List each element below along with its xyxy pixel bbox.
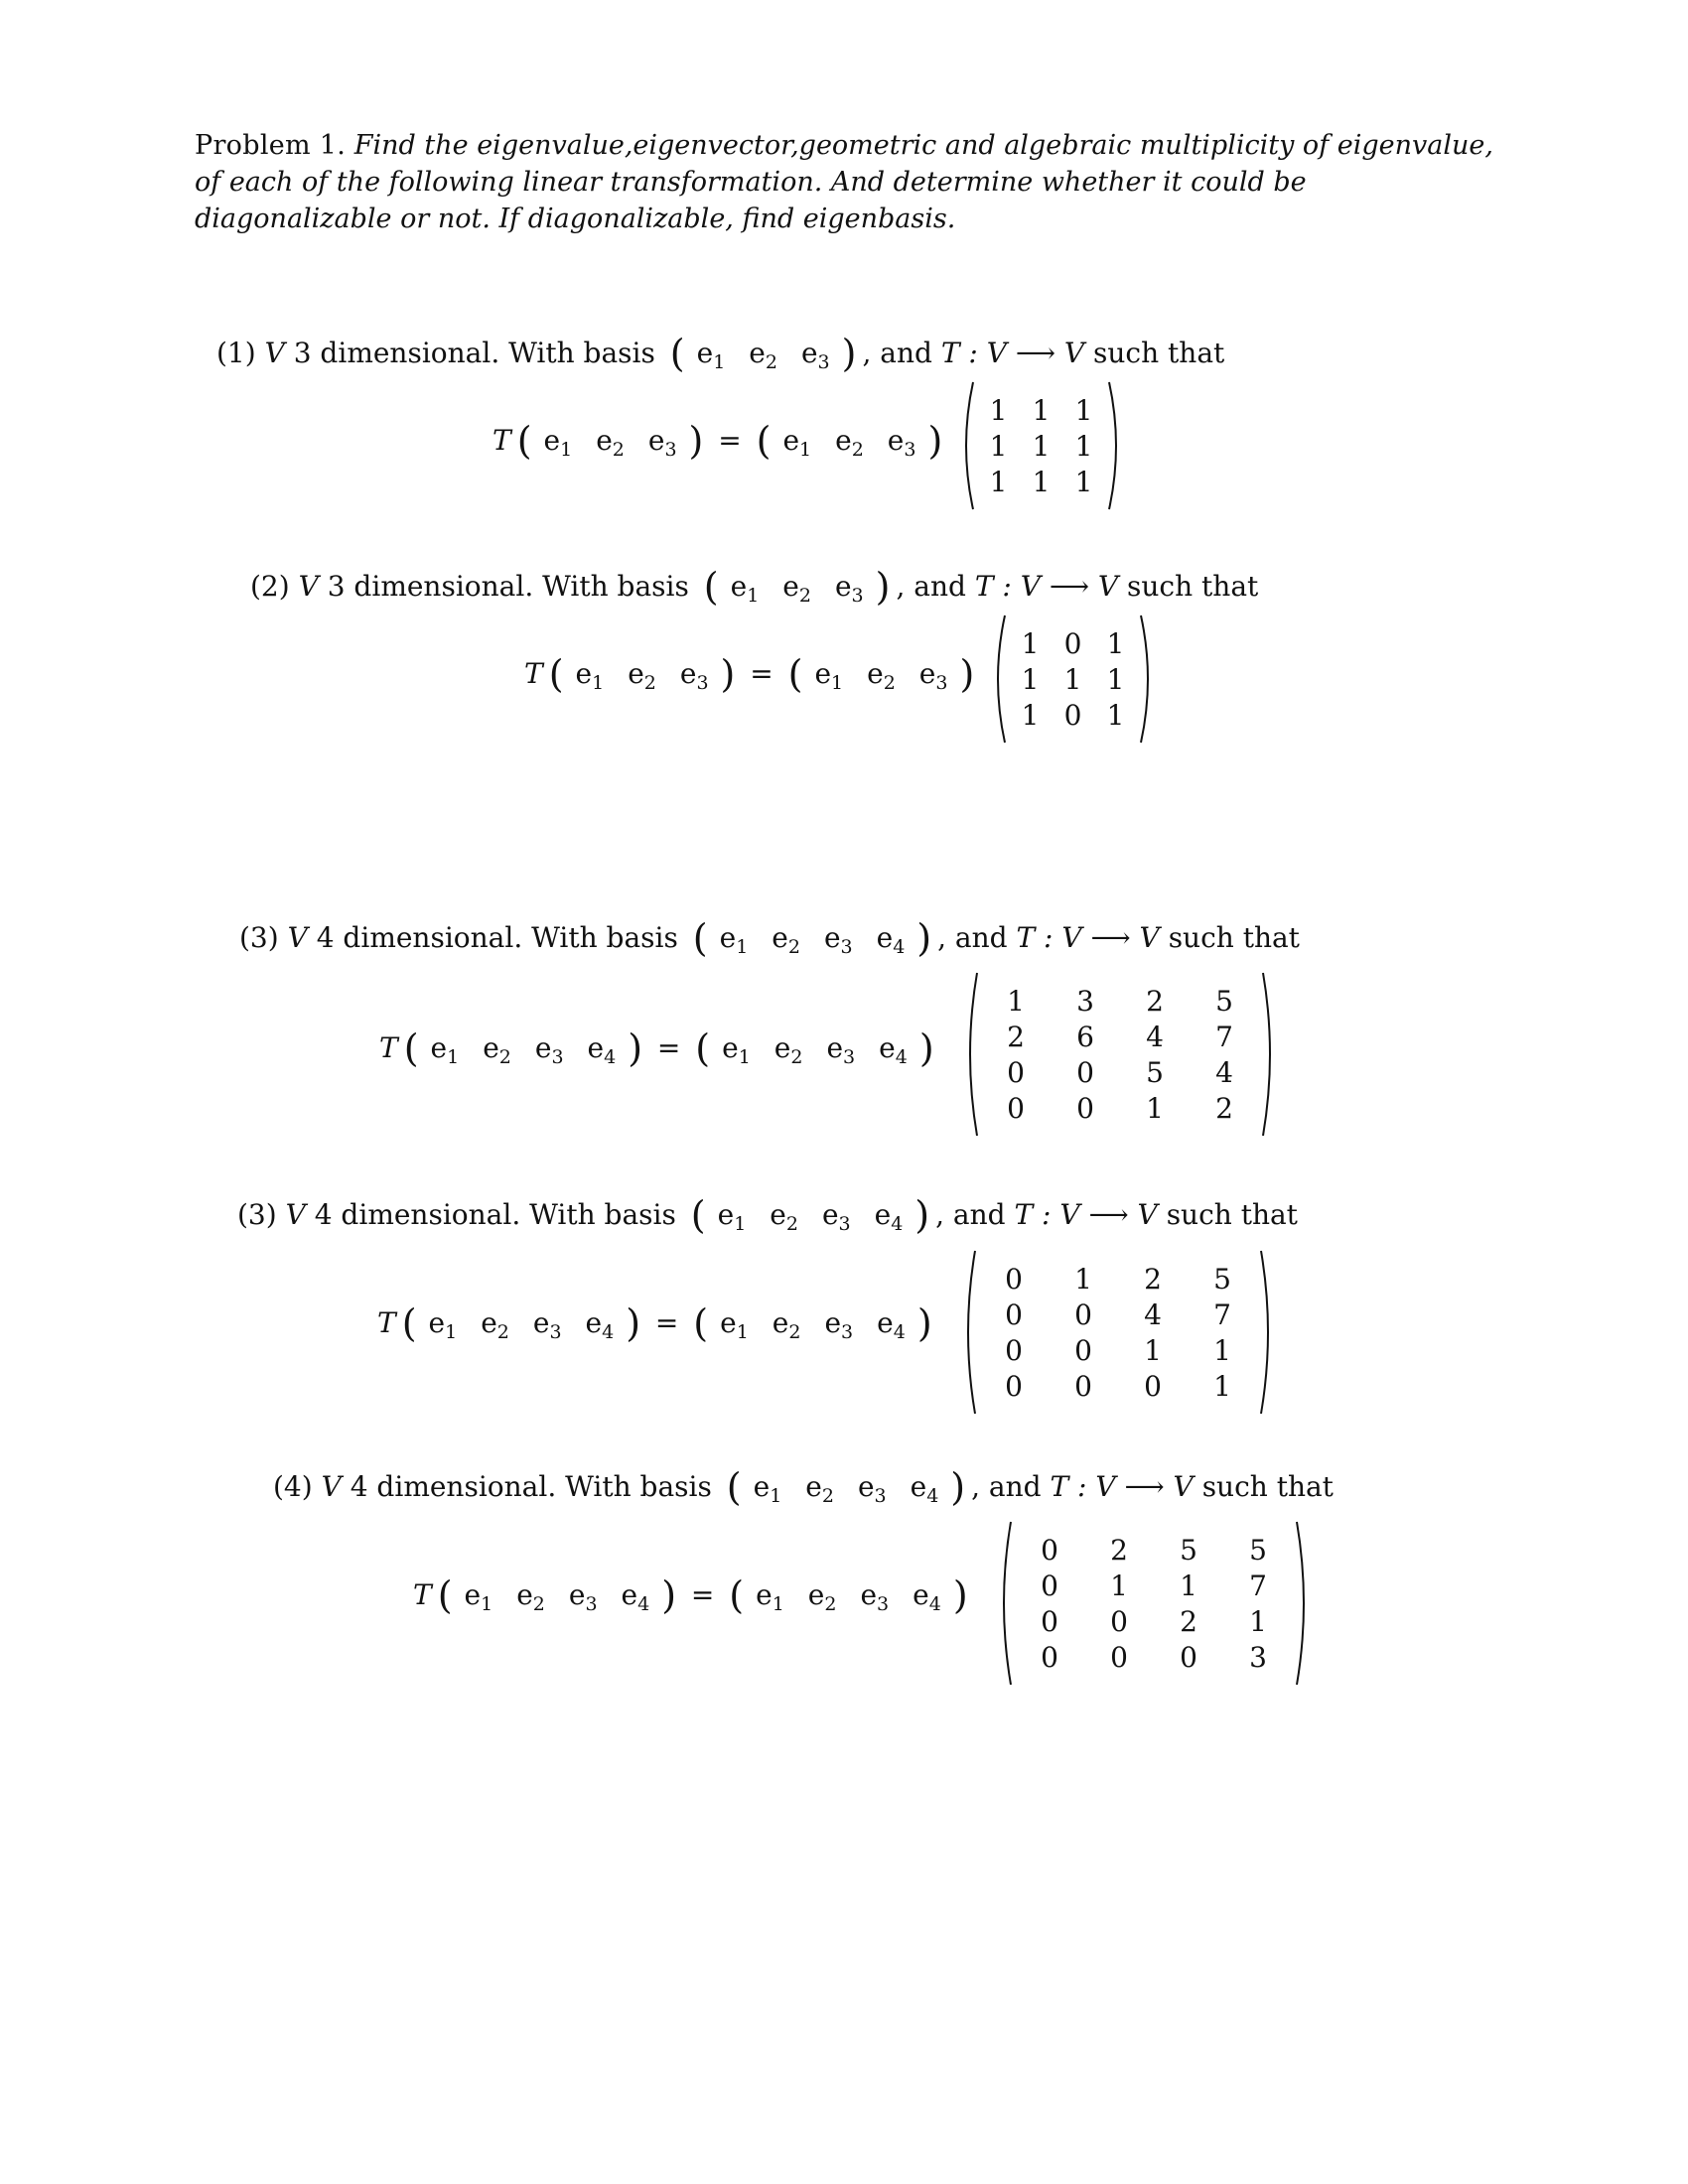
basis-vector: $e_4$ [585, 1306, 615, 1343]
basis-vector: $e_1$ [575, 657, 605, 694]
map-notation: T : V ⟶ V [1014, 1198, 1158, 1231]
matrix-cell: 2 [1146, 984, 1164, 1018]
right-paren: ) [918, 1026, 934, 1070]
matrix-cell: 1 [1021, 662, 1040, 696]
matrix-row [1015, 1603, 1293, 1639]
left-paren: ( [787, 652, 803, 696]
dimension-text: 4 dimensional. With basis [350, 1470, 712, 1503]
matrix-cell: 6 [1076, 1020, 1094, 1053]
matrix-entries [981, 983, 1259, 1126]
basis-vector: $e_2$ [628, 657, 656, 694]
transformation-matrix [995, 1522, 1313, 1685]
basis-tuple [703, 565, 891, 609]
matrix-cell: 1 [1074, 393, 1093, 427]
transformation-matrix [957, 382, 1125, 509]
right-paren: ) [841, 332, 857, 375]
basis-vector: $e_2$ [867, 657, 896, 694]
left-paren: ( [756, 419, 772, 463]
basis-vector: $e_4$ [913, 1578, 941, 1615]
basis-vector: $e_1$ [756, 1578, 784, 1615]
basis-vector: $e_4$ [621, 1578, 650, 1615]
right-paren: ) [720, 652, 736, 696]
matrix-cell: 0 [1110, 1640, 1128, 1674]
basis-vector: $e_4$ [587, 1031, 617, 1068]
and-text: , and [896, 570, 966, 603]
matrix-cell: 1 [1180, 1569, 1197, 1602]
matrix-cell: 0 [1180, 1640, 1197, 1674]
basis-vector: $e_2$ [596, 424, 625, 461]
basis-tuple [669, 332, 857, 375]
basis-vector: $e_3$ [647, 424, 677, 461]
matrix-cell: 1 [1106, 626, 1125, 660]
left-paren: ( [669, 332, 685, 375]
basis-tuple [692, 916, 932, 960]
matrix-cell: 7 [1213, 1297, 1231, 1331]
left-matrix-paren [1004, 1522, 1011, 1685]
matrix-row [1009, 625, 1137, 661]
left-paren: ( [693, 1301, 709, 1345]
matrix-cell: 7 [1215, 1020, 1233, 1053]
right-paren: ) [688, 419, 704, 463]
matrix-cell: 1 [1110, 1569, 1128, 1602]
matrix-cell: 1 [1144, 1333, 1162, 1367]
basis-vector: $e_2$ [483, 1031, 511, 1068]
operator-T: T [413, 1578, 432, 1611]
matrix-row [979, 1261, 1257, 1297]
basis-vector: $e_2$ [807, 1578, 837, 1615]
basis-vector: $e_2$ [774, 1031, 803, 1068]
matrix-cell: 0 [1074, 1333, 1092, 1367]
basis-vector: $e_1$ [464, 1578, 493, 1615]
problem-text: Find the eigenvalue,eigenvector,geometric and algebraic multiplicity of eigenvalue, of each of the following linear transformation. And determine whether it could be diagonalizable or not. If diagonalizable, find eigenbasis. [195, 130, 1493, 234]
operator-T: T [377, 1306, 396, 1339]
right-paren: ) [916, 1301, 932, 1345]
left-matrix-paren [998, 615, 1005, 743]
left-paren: ( [726, 1465, 742, 1509]
matrix-cell: 1 [1213, 1369, 1231, 1403]
matrix-cell: 4 [1144, 1297, 1162, 1331]
basis-vector: $e_3$ [857, 1470, 887, 1507]
basis-vector: $e_3$ [823, 921, 853, 958]
basis-vector: $e_3$ [834, 570, 864, 607]
left-paren: ( [401, 1301, 417, 1345]
matrix-cell: 5 [1215, 984, 1233, 1018]
matrix-cell: 0 [1005, 1369, 1023, 1403]
basis-vector: $e_2$ [772, 1306, 801, 1343]
right-matrix-paren [1141, 615, 1148, 743]
left-paren: ( [437, 1573, 453, 1617]
lhs-basis-tuple [403, 1026, 643, 1070]
matrix-cell: 3 [1249, 1640, 1267, 1674]
lhs-basis-tuple [437, 1573, 677, 1617]
transformation-equation [492, 417, 948, 464]
basis-vector: $e_1$ [730, 570, 760, 607]
transformation-equation [377, 1299, 938, 1346]
left-paren: ( [403, 1026, 419, 1070]
part-number: (4) [273, 1470, 313, 1503]
right-matrix-paren [1261, 1251, 1268, 1414]
transformation-equation [413, 1571, 974, 1618]
matrix-row [977, 392, 1105, 428]
basis-vector: $e_4$ [876, 921, 906, 958]
dimension-text: 4 dimensional. With basis [314, 1198, 676, 1231]
basis-vector: $e_4$ [879, 1031, 908, 1068]
rhs-basis-tuple [787, 652, 975, 696]
matrix-row [981, 983, 1259, 1019]
equals-sign: = [648, 1031, 690, 1064]
basis-vector: $e_3$ [534, 1031, 564, 1068]
matrix-cell: 0 [1110, 1604, 1128, 1638]
such-that-text: such that [1201, 1470, 1334, 1503]
left-paren: ( [516, 419, 532, 463]
space-symbol: V [287, 921, 308, 954]
and-text: , and [971, 1470, 1042, 1503]
matrix-entries [977, 392, 1105, 499]
basis-tuple [690, 1193, 930, 1237]
part-number: (2) [250, 570, 290, 603]
matrix-row [1009, 697, 1137, 733]
basis-vector: $e_3$ [568, 1578, 598, 1615]
matrix-cell: 0 [1144, 1369, 1162, 1403]
basis-vector: $e_2$ [516, 1578, 545, 1615]
left-matrix-paren [966, 382, 973, 509]
matrix-cell: 1 [1106, 698, 1125, 732]
transformation-matrix [961, 973, 1279, 1136]
matrix-row [1015, 1532, 1293, 1568]
matrix-cell: 0 [1041, 1569, 1058, 1602]
map-notation: T : V ⟶ V [940, 337, 1085, 369]
basis-vector: $e_3$ [679, 657, 709, 694]
such-that-text: such that [1166, 1198, 1298, 1231]
left-paren: ( [729, 1573, 745, 1617]
rhs-basis-tuple [756, 419, 943, 463]
dimension-text: 4 dimensional. With basis [316, 921, 678, 954]
matrix-row [1009, 661, 1137, 697]
rhs-basis-tuple [729, 1573, 968, 1617]
matrix-cell: 0 [1074, 1369, 1092, 1403]
lhs-basis-tuple [548, 652, 736, 696]
matrix-cell: 1 [1032, 393, 1051, 427]
left-matrix-paren [970, 973, 977, 1136]
basis-vector: $e_1$ [543, 424, 573, 461]
matrix-cell: 5 [1180, 1533, 1197, 1567]
part-number: (1) [216, 337, 256, 369]
left-paren: ( [548, 652, 564, 696]
part-number: (3) [237, 1198, 277, 1231]
right-paren: ) [628, 1026, 643, 1070]
basis-vector: $e_1$ [696, 337, 726, 373]
such-that-text: such that [1127, 570, 1259, 603]
right-matrix-paren [1263, 973, 1270, 1136]
basis-vector: $e_2$ [481, 1306, 509, 1343]
basis-vector: $e_3$ [821, 1198, 851, 1235]
right-paren: ) [950, 1465, 966, 1509]
matrix-cell: 0 [1041, 1604, 1058, 1638]
matrix-cell: 0 [1007, 1055, 1025, 1089]
matrix-cell: 2 [1215, 1091, 1233, 1125]
basis-vector: $e_1$ [717, 1198, 747, 1235]
right-paren: ) [916, 916, 932, 960]
transformation-matrix [989, 615, 1157, 743]
space-symbol: V [264, 337, 285, 369]
matrix-cell: 1 [989, 465, 1008, 498]
part-intro [237, 1191, 1298, 1237]
matrix-cell: 7 [1249, 1569, 1267, 1602]
matrix-cell: 1 [1032, 429, 1051, 463]
matrix-cell: 2 [1180, 1604, 1197, 1638]
matrix-cell: 0 [1005, 1333, 1023, 1367]
operator-T: T [492, 424, 511, 457]
matrix-cell: 0 [1041, 1533, 1058, 1567]
basis-vector: $e_1$ [782, 424, 812, 461]
matrix-cell: 1 [1213, 1333, 1231, 1367]
part-number: (3) [239, 921, 279, 954]
matrix-cell: 1 [1007, 984, 1025, 1018]
matrix-cell: 0 [1005, 1297, 1023, 1331]
matrix-row [981, 1054, 1259, 1090]
right-paren: ) [626, 1301, 641, 1345]
matrix-cell: 1 [1021, 698, 1040, 732]
basis-vector: $e_4$ [910, 1470, 939, 1507]
equals-sign: = [741, 657, 782, 690]
and-text: , and [862, 337, 932, 369]
matrix-cell: 0 [1041, 1640, 1058, 1674]
matrix-cell: 1 [1074, 429, 1093, 463]
matrix-row [977, 464, 1105, 499]
matrix-cell: 3 [1076, 984, 1094, 1018]
matrix-row [981, 1019, 1259, 1054]
map-notation: T : V ⟶ V [1016, 921, 1160, 954]
matrix-cell: 1 [989, 429, 1008, 463]
basis-vector: $e_2$ [805, 1470, 834, 1507]
basis-vector: $e_3$ [800, 337, 830, 373]
matrix-cell: 1 [1249, 1604, 1267, 1638]
matrix-cell: 1 [1063, 662, 1082, 696]
dimension-text: 3 dimensional. With basis [327, 570, 689, 603]
basis-vector: $e_2$ [770, 1198, 798, 1235]
matrix-entries [979, 1261, 1257, 1404]
space-symbol: V [285, 1198, 306, 1231]
basis-vector: $e_2$ [835, 424, 864, 461]
matrix-row [979, 1332, 1257, 1368]
matrix-cell: 0 [1076, 1091, 1094, 1125]
basis-vector: $e_1$ [722, 1031, 751, 1068]
right-paren: ) [661, 1573, 677, 1617]
right-paren: ) [952, 1573, 968, 1617]
right-paren: ) [927, 419, 943, 463]
matrix-cell: 4 [1146, 1020, 1164, 1053]
left-paren: ( [695, 1026, 711, 1070]
space-symbol: V [321, 1470, 342, 1503]
basis-vector: $e_1$ [428, 1306, 458, 1343]
rhs-basis-tuple [693, 1301, 932, 1345]
right-paren: ) [914, 1193, 930, 1237]
matrix-cell: 5 [1213, 1262, 1231, 1296]
such-that-text: such that [1093, 337, 1225, 369]
basis-vector: $e_3$ [826, 1031, 856, 1068]
right-matrix-paren [1297, 1522, 1304, 1685]
matrix-row [979, 1297, 1257, 1332]
basis-vector: $e_2$ [772, 921, 800, 958]
lhs-basis-tuple [516, 419, 704, 463]
matrix-entries [1015, 1532, 1293, 1675]
equals-sign: = [682, 1578, 724, 1611]
matrix-cell: 1 [989, 393, 1008, 427]
transformation-matrix [959, 1251, 1277, 1414]
matrix-cell: 5 [1249, 1533, 1267, 1567]
part-intro [273, 1463, 1334, 1509]
part-intro [216, 330, 1225, 375]
such-that-text: such that [1168, 921, 1300, 954]
basis-vector: $e_1$ [814, 657, 844, 694]
basis-vector: $e_3$ [887, 424, 916, 461]
basis-vector: $e_1$ [430, 1031, 460, 1068]
part-intro [239, 914, 1300, 960]
map-notation: T : V ⟶ V [1050, 1470, 1194, 1503]
matrix-cell: 2 [1110, 1533, 1128, 1567]
basis-vector: $e_2$ [749, 337, 777, 373]
rhs-basis-tuple [695, 1026, 934, 1070]
basis-vector: $e_1$ [753, 1470, 782, 1507]
matrix-cell: 0 [1063, 626, 1082, 660]
basis-vector: $e_3$ [532, 1306, 562, 1343]
matrix-cell: 0 [1063, 698, 1082, 732]
left-matrix-paren [968, 1251, 975, 1414]
matrix-cell: 1 [1146, 1091, 1164, 1125]
lhs-basis-tuple [401, 1301, 641, 1345]
equals-sign: = [709, 424, 751, 457]
matrix-cell: 5 [1146, 1055, 1164, 1089]
right-paren: ) [959, 652, 975, 696]
basis-vector: $e_4$ [874, 1198, 904, 1235]
matrix-row [1015, 1568, 1293, 1603]
matrix-cell: 0 [1076, 1055, 1094, 1089]
problem-label: Problem 1. [195, 130, 347, 161]
right-matrix-paren [1109, 382, 1116, 509]
matrix-cell: 0 [1074, 1297, 1092, 1331]
basis-vector: $e_1$ [720, 1306, 749, 1343]
matrix-row [977, 428, 1105, 464]
space-symbol: V [298, 570, 319, 603]
matrix-cell: 0 [1007, 1091, 1025, 1125]
left-paren: ( [692, 916, 708, 960]
left-paren: ( [703, 565, 719, 609]
matrix-cell: 0 [1005, 1262, 1023, 1296]
and-text: , and [935, 1198, 1006, 1231]
matrix-cell: 4 [1215, 1055, 1233, 1089]
basis-vector: $e_1$ [719, 921, 749, 958]
dimension-text: 3 dimensional. With basis [293, 337, 655, 369]
basis-tuple [726, 1465, 966, 1509]
right-paren: ) [875, 565, 891, 609]
basis-vector: $e_3$ [918, 657, 948, 694]
matrix-cell: 2 [1144, 1262, 1162, 1296]
basis-vector: $e_2$ [782, 570, 811, 607]
matrix-cell: 1 [1074, 465, 1093, 498]
and-text: , and [937, 921, 1008, 954]
matrix-cell: 1 [1032, 465, 1051, 498]
equals-sign: = [646, 1306, 688, 1339]
operator-T: T [524, 657, 543, 690]
basis-vector: $e_3$ [824, 1306, 854, 1343]
matrix-cell: 1 [1074, 1262, 1092, 1296]
matrix-cell: 2 [1007, 1020, 1025, 1053]
matrix-row [1015, 1639, 1293, 1675]
basis-vector: $e_4$ [877, 1306, 906, 1343]
part-intro [250, 563, 1259, 609]
matrix-row [979, 1368, 1257, 1404]
basis-vector: $e_3$ [860, 1578, 890, 1615]
matrix-cell: 1 [1021, 626, 1040, 660]
map-notation: T : V ⟶ V [974, 570, 1119, 603]
transformation-equation [524, 650, 980, 697]
transformation-equation [379, 1024, 940, 1071]
matrix-row [981, 1090, 1259, 1126]
matrix-cell: 1 [1106, 662, 1125, 696]
operator-T: T [379, 1031, 398, 1064]
problem-statement [195, 127, 1505, 237]
matrix-entries [1009, 625, 1137, 733]
left-paren: ( [690, 1193, 706, 1237]
